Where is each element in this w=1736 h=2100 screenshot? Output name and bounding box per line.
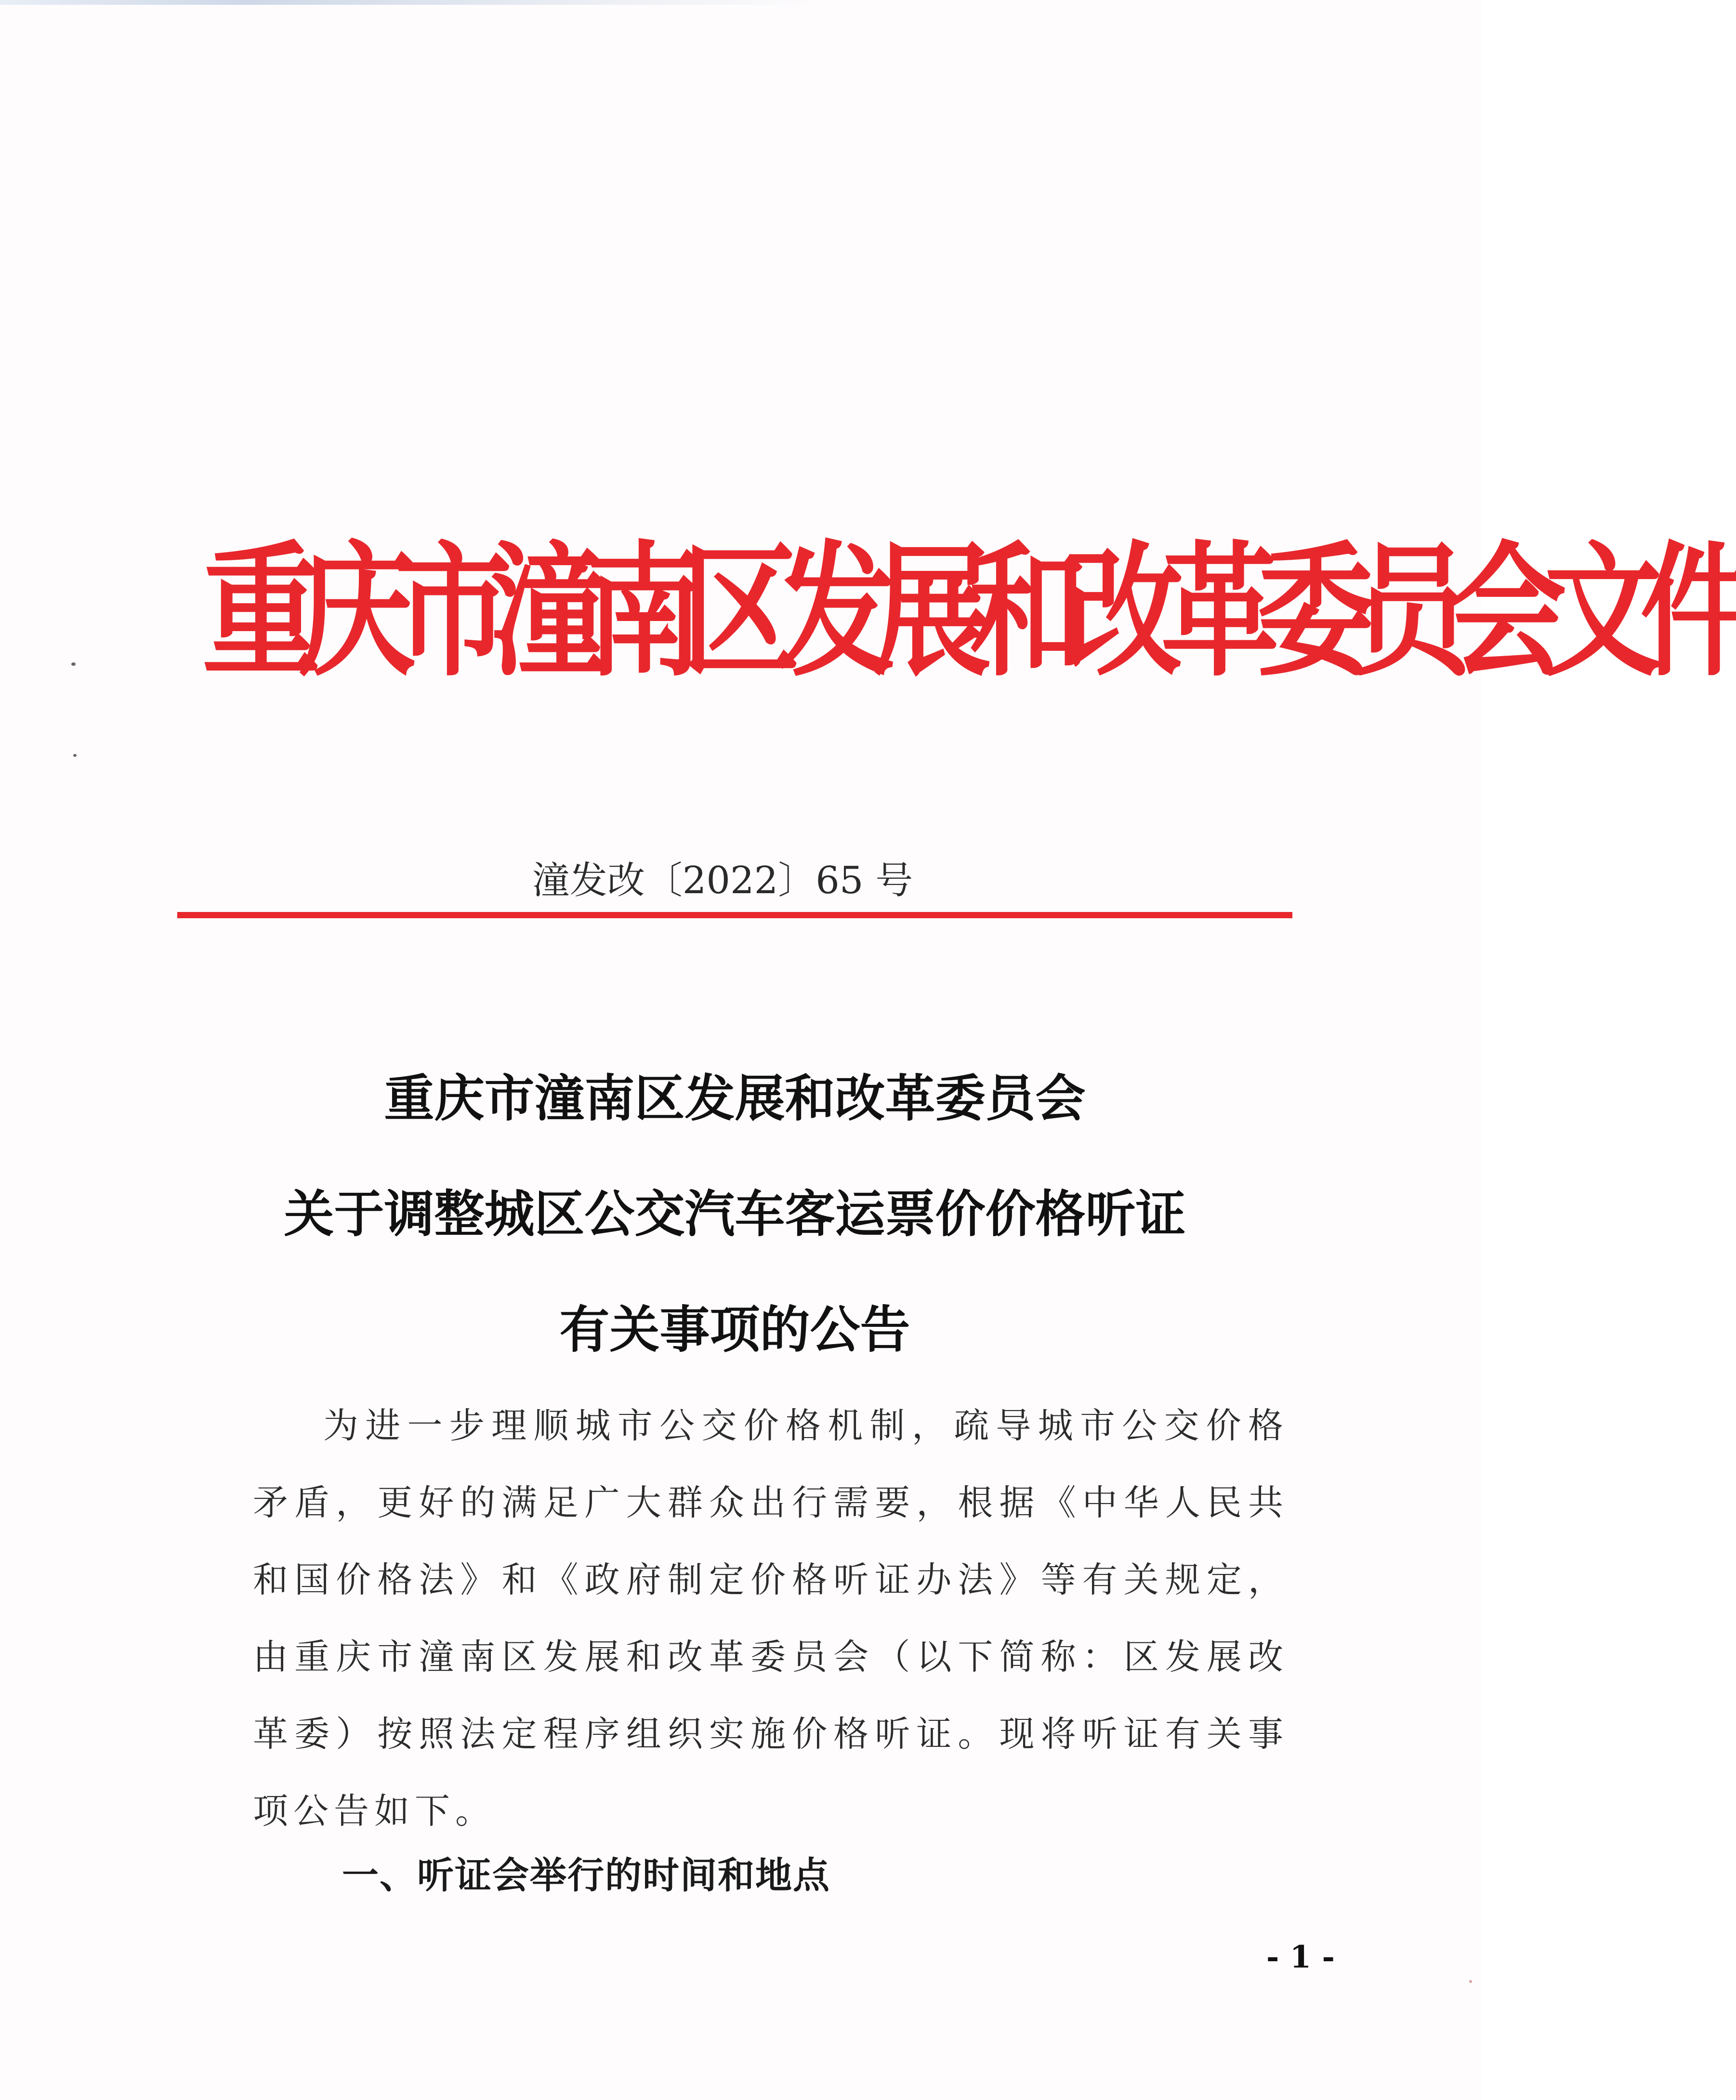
masthead-title: 重庆市潼南区发展和改革委员会文件 bbox=[202, 527, 1736, 696]
title-line-1: 重庆市潼南区发展和改革委员会 bbox=[384, 1069, 1086, 1128]
red-divider-line bbox=[177, 912, 1292, 918]
document-title bbox=[177, 1041, 1292, 1387]
scan-speck bbox=[71, 662, 76, 666]
scan-speck bbox=[1469, 1980, 1472, 1983]
title-line-3: 有关事项的公告 bbox=[559, 1300, 910, 1359]
scan-edge-artifact bbox=[0, 0, 819, 5]
title-line-2: 关于调整城区公交汽车客运票价价格听证 bbox=[284, 1184, 1186, 1243]
document-number: 潼发改〔2022〕65 号 bbox=[532, 859, 913, 902]
scan-speck bbox=[73, 754, 77, 757]
body-paragraph: 为进一步理顺城市公交价格机制，疏导城市公交价格矛盾，更好的满足广大群众出行需要，根据《中华人民共和国价格法》和《政府制定价格听证办法》等有关规定，由重庆市潼南区发展和改革委员会（以下简称：区发展改革委）按照法定程序组织实施价格听证。现将听证有关事项公告如下。 bbox=[253, 1405, 1289, 1832]
page-number: - 1 - bbox=[1266, 1939, 1335, 1975]
section-heading-1: 一、听证会举行的时间和地点 bbox=[342, 1854, 830, 1897]
